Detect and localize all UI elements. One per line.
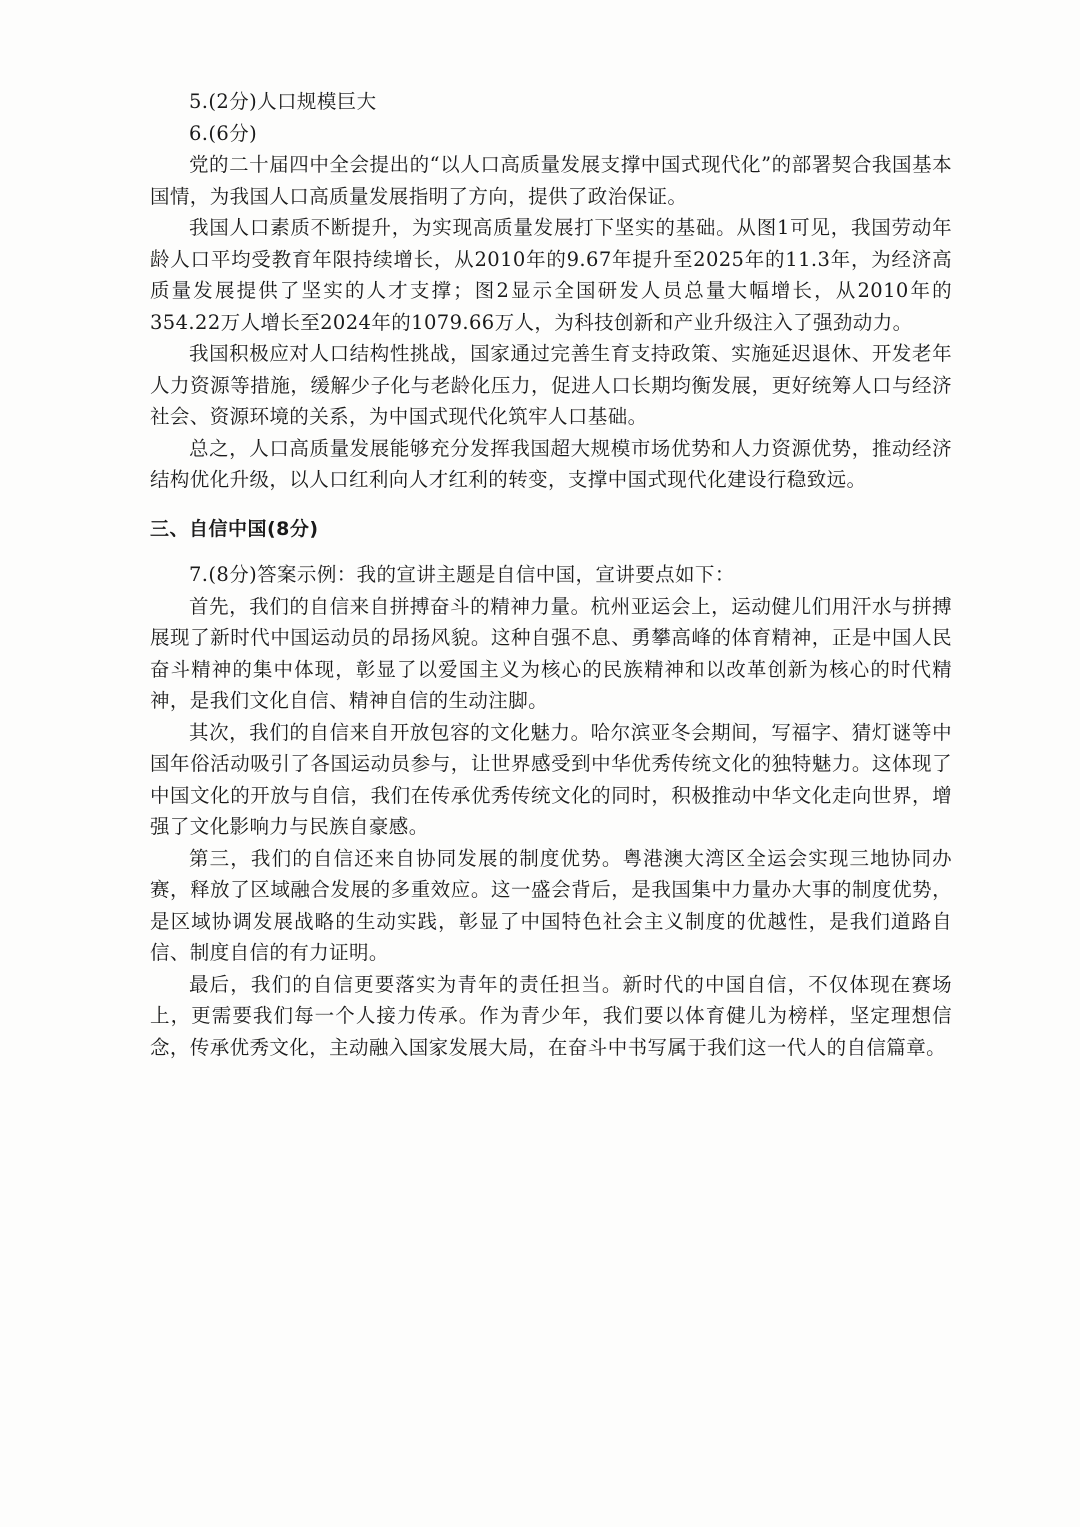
- question-7-paragraph-4: 最后，我们的自信更要落实为青年的责任担当。新时代的中国自信，不仅体现在赛场上，更需要我们每一个人接力传承。作为青少年，我们要以体育健儿为榜样，坚定理想信念，传承优秀文化，主动融入国家发展大局，在奋斗中书写属于我们这一代人的自信篇章。: [150, 972, 952, 1059]
- question-7-paragraph-3: 第三，我们的自信还来自协同发展的制度优势。粤港澳大湾区全运会实现三地协同办赛，释放了区域融合发展的多重效应。这一盛会背后，是我国集中力量办大事的制度优势，是区域协调发展战略的生动实践，彰显了中国特色社会主义制度的优越性，是我们道路自信、制度自信的有力证明。: [150, 846, 952, 964]
- question-6-label: 6.(6分): [189, 121, 258, 145]
- question-6-paragraph-4: 总之，人口高质量发展能够充分发挥我国超大规模市场优势和人力资源优势，推动经济结构优化升级，以人口红利向人才红利的转变，支撑中国式现代化建设行稳致远。: [150, 436, 952, 491]
- question-7-intro: 7.(8分)答案示例：我的宣讲主题是自信中国，宣讲要点如下：: [189, 563, 735, 586]
- answer-content: [150, 86, 952, 1063]
- question-6-paragraph-2: 我国人口素质不断提升，为实现高质量发展打下坚实的基础。从图1可见，我国劳动年龄人口平均受教育年限持续增长，从2010年的9.67年提升至2025年的11.3年，为经济高质量发展提供了坚实的人才支撑；图2显示全国研发人员总量大幅增长，从2010年的354.22万人增长至2024年的1079.66万人，为科技创新和产业升级注入了强劲动力。: [150, 216, 952, 334]
- question-6-paragraph-3: 我国积极应对人口结构性挑战，国家通过完善生育支持政策、实施延迟退休、开发老年人力资源等措施，缓解少子化与老龄化压力，促进人口长期均衡发展，更好统筹人口与经济社会、资源环境的关系，为中国式现代化筑牢人口基础。: [150, 342, 952, 428]
- question-5-answer: 5.(2分)人口规模巨大: [189, 90, 377, 113]
- question-7-paragraph-1: 首先，我们的自信来自拼搏奋斗的精神力量。杭州亚运会上，运动健儿们用汗水与拼搏展现了新时代中国运动员的昂扬风貌。这种自强不息、勇攀高峰的体育精神，正是中国人民奋斗精神的集中体现，彰显了以爱国主义为核心的民族精神和以改革创新为核心的时代精神，是我们文化自信、精神自信的生动注脚。: [150, 594, 952, 712]
- section-3-heading: 三、自信中国(8分): [150, 517, 319, 540]
- question-6-paragraph-1: 党的二十届四中全会提出的“以人口高质量发展支撑中国式现代化”的部署契合我国基本国情，为我国人口高质量发展指明了方向，提供了政治保证。: [150, 153, 952, 208]
- question-7-paragraph-2: 其次，我们的自信来自开放包容的文化魅力。哈尔滨亚冬会期间，写福字、猜灯谜等中国年俗活动吸引了各国运动员参与，让世界感受到中华优秀传统文化的独特魅力。这体现了中国文化的开放与自信，我们在传承优秀传统文化的同时，积极推动中华文化走向世界，增强了文化影响力与民族自豪感。: [150, 720, 952, 838]
